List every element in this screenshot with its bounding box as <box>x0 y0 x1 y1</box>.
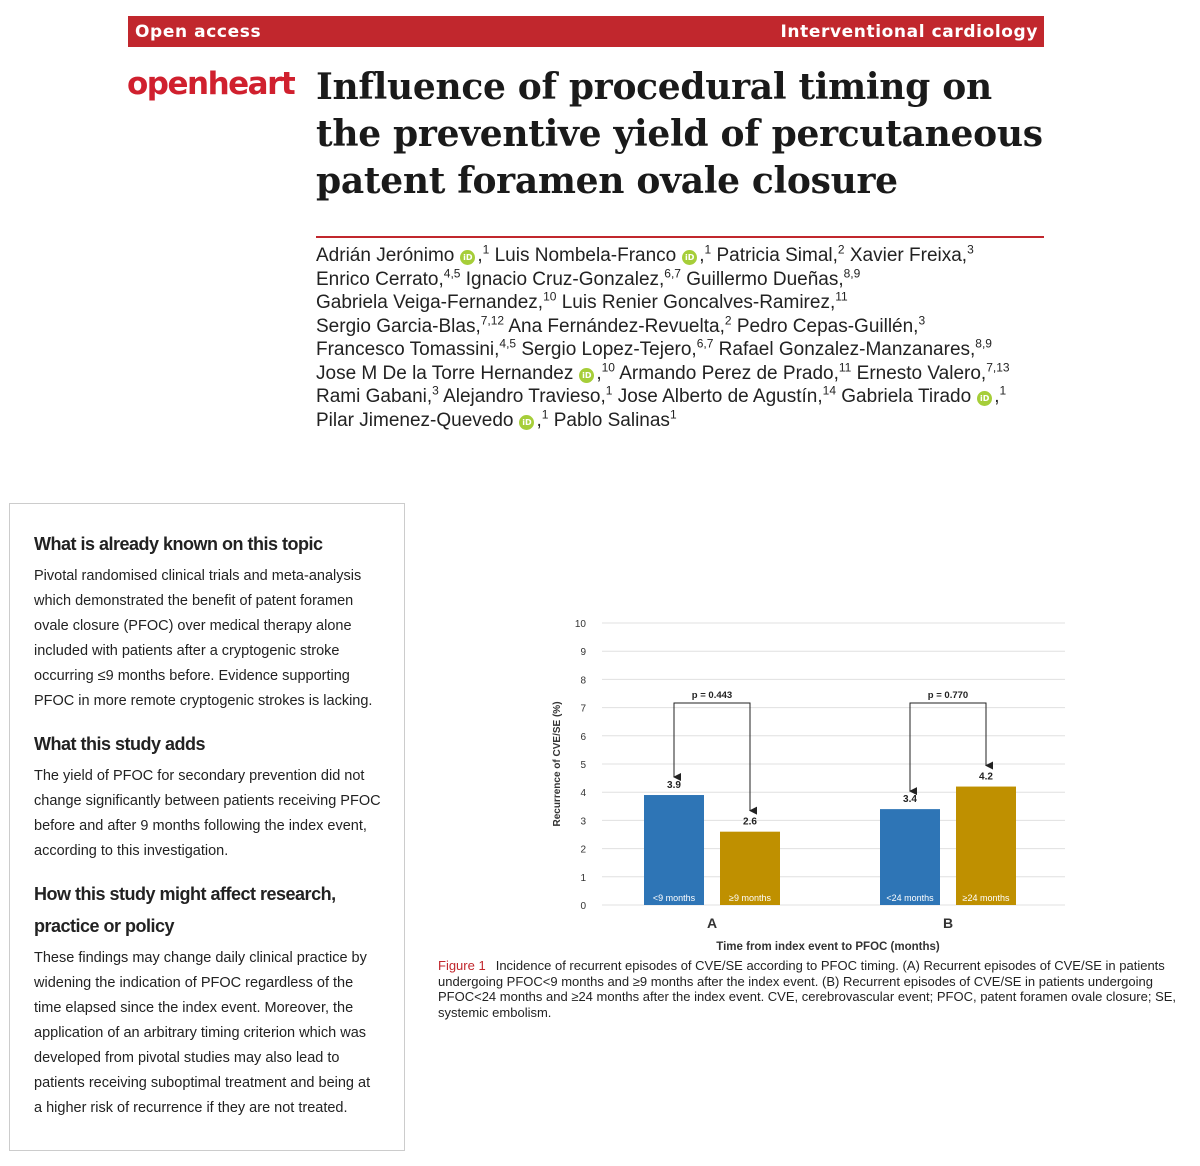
y-axis-label: Recurrence of CVE/SE (%) <box>552 701 563 827</box>
bar <box>956 787 1016 905</box>
journal-logo: openheart <box>127 66 295 102</box>
author <box>736 313 926 337</box>
affect-text: These findings may change daily clinical practice by widening the indication of PFOC regardless of the time elapsed since the index event. Moreover, the application of an arbitrary timing criterion which was developed from pivotal studies may also lead to patients receiving suboptimal treatment and being at a higher risk of recurrence if they are not treated. <box>34 950 371 1116</box>
author-name: Francesco Tomassini, <box>316 339 500 360</box>
y-tick-label: 6 <box>580 731 586 743</box>
adds-text: The yield of PFOC for secondary prevention did not change significantly between patients receiving PFOC before and after 9 months following the index event, according to this investigation. <box>34 768 381 859</box>
author-name: Ernesto Valero, <box>856 362 987 384</box>
y-tick-label: 0 <box>580 901 586 912</box>
y-tick-label: 4 <box>580 788 586 800</box>
author-name: Sergio Lopez-Tejero, <box>521 339 697 360</box>
adds-heading: What this study adds <box>34 734 206 754</box>
affiliation-number: 3 <box>967 242 974 257</box>
affiliation-number: 10 <box>601 360 615 375</box>
bar-category-label: <9 months <box>652 893 696 903</box>
group-label: B <box>942 915 954 931</box>
author <box>521 336 714 360</box>
author-name: Xavier Freixa, <box>849 245 968 266</box>
author-name: Ignacio Cruz-Gonzalez, <box>465 268 665 290</box>
author <box>686 266 861 290</box>
affiliation-number: 1 <box>482 242 490 257</box>
affiliation-number: 1 <box>704 242 712 257</box>
author: Pilar Jimenez-Quevedo iD ,$^1$ <box>316 407 549 431</box>
x-axis-label: Time from index event to PFOC (months) <box>716 941 940 953</box>
author-name: Rafael Gonzalez-Manzanares, <box>718 339 976 360</box>
group-label: A <box>706 915 718 931</box>
p-value-bracket <box>910 703 986 791</box>
author <box>316 383 439 407</box>
author-list <box>316 244 1056 432</box>
bar <box>880 809 940 905</box>
author-line <box>316 268 1056 292</box>
affiliation-number: 8,9 <box>975 336 992 351</box>
author <box>619 360 852 384</box>
article-title: Influence of procedural timing on the preventive yield of percutaneous patent foramen ovale closure <box>316 66 1043 202</box>
p-value-bracket <box>674 703 750 811</box>
orcid-icon[interactable]: iD <box>519 415 534 430</box>
author-name: Rami Gabani, <box>316 386 433 407</box>
affiliation-number: 2 <box>724 313 732 328</box>
orcid-icon[interactable]: iD <box>460 250 475 265</box>
bar-category-label: ≥9 months <box>729 893 771 903</box>
known-text: Pivotal randomised clinical trials and meta-analysis which demonstrated the benefit of patent foramen ovale closure (PFOC) over medical therapy alone included with patients after a cryptogenic stroke occurring ≤9 months before. Evidence supporting PFOC in more remote cryptogenic strokes is lacking. <box>34 568 373 709</box>
author-name: Jose M De la Torre Hernandez <box>316 362 574 384</box>
y-tick-label: 2 <box>580 844 586 856</box>
author <box>856 360 1010 384</box>
author <box>849 242 974 266</box>
open-access-label: Open access <box>135 21 262 42</box>
author: Gabriela Tirado iD ,$^1$ <box>841 383 1007 407</box>
author-name: Luis Nombela-Franco <box>494 245 677 266</box>
orcid-icon[interactable]: iD <box>579 368 594 383</box>
author-name: Guillermo Dueñas, <box>686 268 844 290</box>
author-name: Armando Perez de Prado, <box>619 362 839 384</box>
author <box>316 266 461 290</box>
author-name: Gabriela Veiga-Fernandez, <box>316 292 544 313</box>
affiliation-number: 3 <box>918 313 926 328</box>
affiliation-number: 6,7 <box>696 336 714 351</box>
affiliation-number: 7,12 <box>480 313 505 328</box>
affect-heading: How this study might affect research, practice or policy <box>34 884 336 936</box>
author-name: Enrico Cerrato, <box>316 268 444 290</box>
author-line <box>316 338 1056 362</box>
y-tick-label: 8 <box>580 675 586 687</box>
author <box>561 289 848 313</box>
figure-label: Figure 1 <box>438 958 486 973</box>
author <box>443 383 613 407</box>
author <box>508 313 732 337</box>
figure-caption-text: Incidence of recurrent episodes of CVE/SE according to PFOC timing. (A) Recurrent episodes of CVE/SE in patients undergoing PFOC<9 months and ≥9 months after the index event. (B) Recurrent episodes of CVE/SE in patients undergoing PFOC<24 months and ≥24 months after the index event. CVE, cerebrovascular event; PFOC, patent foramen ovale closure; SE, systemic embolism. <box>438 958 1177 1020</box>
top-banner <box>128 16 1044 47</box>
affiliation-number: 4,5 <box>499 336 517 351</box>
author-name: Pilar Jimenez-Quevedo <box>316 409 514 431</box>
author <box>465 266 681 290</box>
author <box>316 336 517 360</box>
figure-1-bar-chart <box>540 600 1080 955</box>
author-line <box>316 291 1056 315</box>
affiliation-number: 3 <box>432 383 439 398</box>
bar-value-label: 3.9 <box>667 780 681 792</box>
author-name: Luis Renier Goncalves-Ramirez, <box>561 292 836 313</box>
affiliation-number: 11 <box>835 289 848 304</box>
section-label: Interventional cardiology <box>780 21 1038 42</box>
author-line <box>316 244 1056 268</box>
author-line <box>316 409 1056 433</box>
author: Jose M De la Torre Hernandez iD ,$^{10}$ <box>316 360 615 384</box>
author-line <box>316 315 1056 339</box>
affiliation-number: 1 <box>999 383 1007 398</box>
p-value-label: p = 0.443 <box>691 690 733 701</box>
bar-category-label: <24 months <box>886 893 934 903</box>
affiliation-number: 2 <box>837 242 845 257</box>
author: Adrián Jerónimo iD ,$^1$ <box>316 242 490 266</box>
bar-category-label: ≥24 months <box>962 893 1010 903</box>
figure-caption <box>438 958 1183 1020</box>
author-name: Pedro Cepas-Guillén, <box>736 315 919 337</box>
author-line <box>316 362 1056 386</box>
bar-value-label: 2.6 <box>743 816 757 828</box>
affiliation-number: 7,13 <box>986 360 1010 375</box>
y-tick-label: 9 <box>580 647 586 659</box>
y-tick-label: 10 <box>574 619 586 630</box>
bar-value-label: 3.4 <box>903 794 917 806</box>
author-name: Ana Fernández-Revuelta, <box>508 315 725 337</box>
author-name: Alejandro Travieso, <box>443 386 606 407</box>
affiliation-number: 14 <box>822 383 836 398</box>
affiliation-number: 8,9 <box>843 266 861 281</box>
title-divider <box>316 236 1044 238</box>
author-name: Adrián Jerónimo <box>316 245 455 266</box>
author <box>718 336 992 360</box>
summary-box <box>9 503 405 1151</box>
author <box>316 289 557 313</box>
author: Luis Nombela-Franco iD ,$^1$ <box>494 242 712 266</box>
affiliation-number: 10 <box>543 289 557 304</box>
author-name: Jose Alberto de Agustín, <box>617 386 823 407</box>
affiliation-number: 6,7 <box>664 266 681 281</box>
y-tick-label: 1 <box>580 872 586 884</box>
author <box>553 407 677 431</box>
author-name: Patricia Simal, <box>716 245 838 266</box>
author-name: Gabriela Tirado <box>841 386 972 407</box>
author <box>716 242 845 266</box>
author <box>316 313 505 337</box>
y-tick-label: 7 <box>580 703 586 715</box>
author <box>617 383 836 407</box>
orcid-icon[interactable]: iD <box>977 391 992 406</box>
author-name: Pablo Salinas <box>553 409 670 431</box>
p-value-label: p = 0.770 <box>927 690 969 701</box>
affiliation-number: 11 <box>838 360 852 375</box>
y-tick-label: 3 <box>580 816 586 828</box>
affiliation-number: 1 <box>605 383 613 398</box>
author-name: Sergio Garcia-Blas, <box>316 315 481 337</box>
known-heading: What is already known on this topic <box>34 534 323 554</box>
affiliation-number: 1 <box>669 407 677 422</box>
orcid-icon[interactable]: iD <box>682 250 697 265</box>
bar <box>644 795 704 905</box>
bar-value-label: 4.2 <box>979 771 993 783</box>
author-line <box>316 385 1056 409</box>
y-tick-label: 5 <box>580 760 586 771</box>
affiliation-number: 4,5 <box>443 266 461 281</box>
affiliation-number: 1 <box>541 407 549 422</box>
